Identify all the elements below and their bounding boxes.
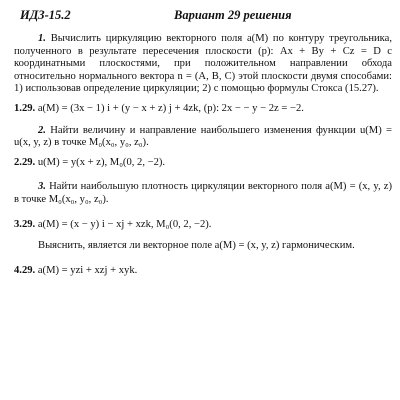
task-4-item-number: 4.29. <box>14 264 36 276</box>
task-1-item <box>14 103 392 116</box>
variant-title: Вариант 29 решения <box>174 8 292 22</box>
task-3-number: 3. <box>38 181 46 193</box>
task-1-text: Вычислить циркуляцию векторного поля a(M) по контуру треугольника, полученного в результате пересечения плоскости (p): Ax + By + Cz = D с координатными плоскостями, при положительном направлении обхода относительно нормального вектора n = (A, B, C) этой плоскости двумя способами: 1) использовав определение циркуляции; 2) с помощью формулы Стокса (15.27). <box>14 33 393 95</box>
task-3-item-text: a(M) = (x − y) i − xj + xzk, M₀(0, 2, −2). <box>37 218 212 230</box>
task-1-item-text: a(M) = (3x − 1) i + (y − x + z) j + 4zk, (p): 2x − − y − 2z = −2. <box>37 102 304 114</box>
task-3-text: Найти наибольшую плотность циркуляции векторного поля a(M) = (x, y, z) в точке M₀(x₀, y₀, z₀). <box>14 181 392 205</box>
task-2-item <box>14 157 392 170</box>
page-header <box>14 6 392 24</box>
task-2-number: 2. <box>38 124 46 136</box>
assignment-code: ИДЗ-15.2 <box>20 8 71 22</box>
task-2-text: Найти величину и направление наибольшего изменения функции u(M) = u(x, y, z) в точке M₀(x₀, y₀, z₀). <box>14 124 392 149</box>
task-3-item <box>14 219 392 232</box>
task-1-item-number: 1.29. <box>14 102 36 114</box>
task-4-statement <box>14 240 392 253</box>
task-2-item-number: 2.29. <box>14 156 36 168</box>
task-2-item-text: u(M) = y(x + z), M₀(0, 2, −2). <box>37 156 166 168</box>
task-1-statement <box>14 33 392 96</box>
task-1-number: 1. <box>38 33 46 44</box>
task-4-item-text: a(M) = yzi + xzj + xyk. <box>37 264 138 276</box>
task-4-text: Выяснить, является ли векторное поле a(M) = (x, y, z) гармоническим. <box>38 240 355 252</box>
task-4-item <box>14 265 392 278</box>
task-2-statement <box>14 125 392 150</box>
task-3-statement <box>14 181 392 206</box>
task-3-item-number: 3.29. <box>14 218 36 230</box>
